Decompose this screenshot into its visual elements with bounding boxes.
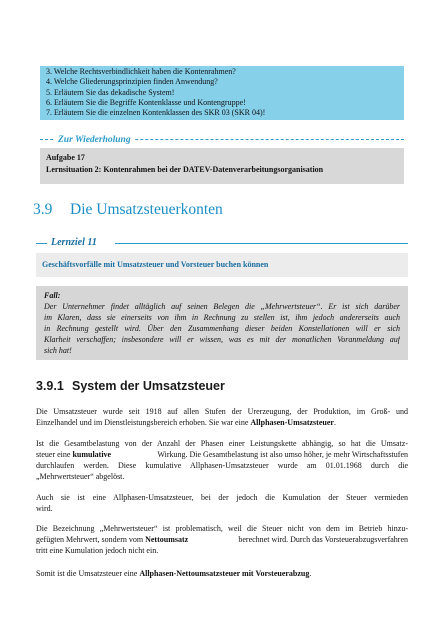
subsection-title: System der Umsatzsteuer [72,379,225,393]
section-number: 3.9 [33,201,53,218]
question-item: 7. Erläutern Sie die einzelnen Kontenklassen des SKR 03 (SKR 04)! [46,108,266,118]
term-kumulativ: kumulative [72,450,112,459]
goal-text: Geschäftsvorfälle mit Umsatzsteuer und Vorsteuer buchen können [42,260,269,269]
subsection-number: 3.9.1 [36,379,64,393]
goal-box [36,253,408,277]
text-line: Die Bezeichnung „Mehrwertsteuer“ ist problematisch, weil die Steuer nicht von dem im Betrieb hinzu- [36,524,408,533]
term-allphasen: Allphasen-Umsatzsteuer [250,418,334,427]
term-nettoumsatzsteuer: Allphasen-Nettoumsatzsteuer mit Vorsteuerabzug [139,569,310,578]
text-line: Die Umsatzsteuer wurde seit 1918 auf allen Stufen der Urerzeugung, der Produktion, im Groß- und [36,407,408,416]
review-task: Aufgabe 17 [46,153,85,162]
question-item: 6. Erläutern Sie die Begriffe Kontenklasse und Kontengruppe! [46,97,246,107]
case-line: Der Unternehmer findet alltäglich auf seinen Belegen die „Mehrwertsteuer“. Er ist sich darüber [44,302,400,311]
review-questions-box [40,66,404,120]
subsection-heading [36,378,225,394]
paragraph-1 [36,406,408,428]
case-line: Klarheit verschaffen; insbesondere will er wissen, was es mit der monatlichen Voranmeldung auf [44,335,400,344]
text-line: Ist die Gesamtbelastung von der Anzahl der Phasen einer Leistungskette abhängig, so hat die Umsatz- [36,439,408,448]
section-heading [33,200,223,220]
paragraph-3 [36,492,408,514]
text-line: Auch sie ist eine Allphasen-Umsatzsteuer, bei der jedoch die Kumulation der Steuer vermieden [36,493,408,502]
text-line: wird. [36,504,53,513]
text-line: Einzelhandel und im Dienstleistungsbereich erhoben. Sie war eine Allphasen-Umsatzsteuer. [36,418,336,427]
paragraph-5 [36,568,408,579]
case-line: sich hat! [44,346,72,355]
text-line: gefügten Mehrwert, sondern vom Nettoumsatz berechnet wird. Durch das Vorsteuerabzugsverfahren [36,535,408,544]
text-line: steuer eine kumulative Wirkung. Die Gesamtbelastung ist also umso höher, je mehr Wirtschaftsstufen [36,450,408,459]
text-line: Somit ist die Umsatzsteuer eine Allphasen-Nettoumsatzsteuer mit Vorsteuerabzug. [36,569,312,578]
question-item: 4. Welche Gliederungsprinzipien finden Anwendung? [46,77,218,87]
paragraph-4 [36,523,408,556]
question-item: 5. Erläutern Sie das dekadische System! [46,87,175,97]
review-situation: Lernsituation 2: Kontenrahmen bei der DATEV-Datenverarbeitungsorganisation [46,165,324,174]
text-line: tritt eine Kumulation jedoch nicht ein. [36,546,159,555]
text-line: „Mehrwertsteuer“ abgelöst. [36,472,125,481]
review-box [40,148,404,184]
section-title: Die Umsatzsteuerkonten [70,201,223,218]
text-line: durchlaufen werden. Diese kumulative Allphasen-Umsatzsteuer wurde am 01.01.1968 durch die [36,461,408,470]
case-label: Fall: [44,291,61,300]
case-line: im Klaren, dass sie einerseits von ihm in Rechnung zu stellen ist, ihm jedoch andererseits auch [44,313,400,322]
question-item: 3. Welche Rechtsverbindlichkeit haben die Kontenrahmen? [46,67,236,76]
case-line: in Rechnung gestellt wird. Über den Zusammenhang dieser beiden Konstellationen will er sich [44,324,400,333]
term-nettoumsatz: Nettoumsatz [145,535,189,544]
case-box [36,286,408,360]
paragraph-2 [36,438,408,482]
review-tag: Zur Wiederholung [55,133,135,147]
goal-tag: Lernziel 11 [47,236,115,250]
